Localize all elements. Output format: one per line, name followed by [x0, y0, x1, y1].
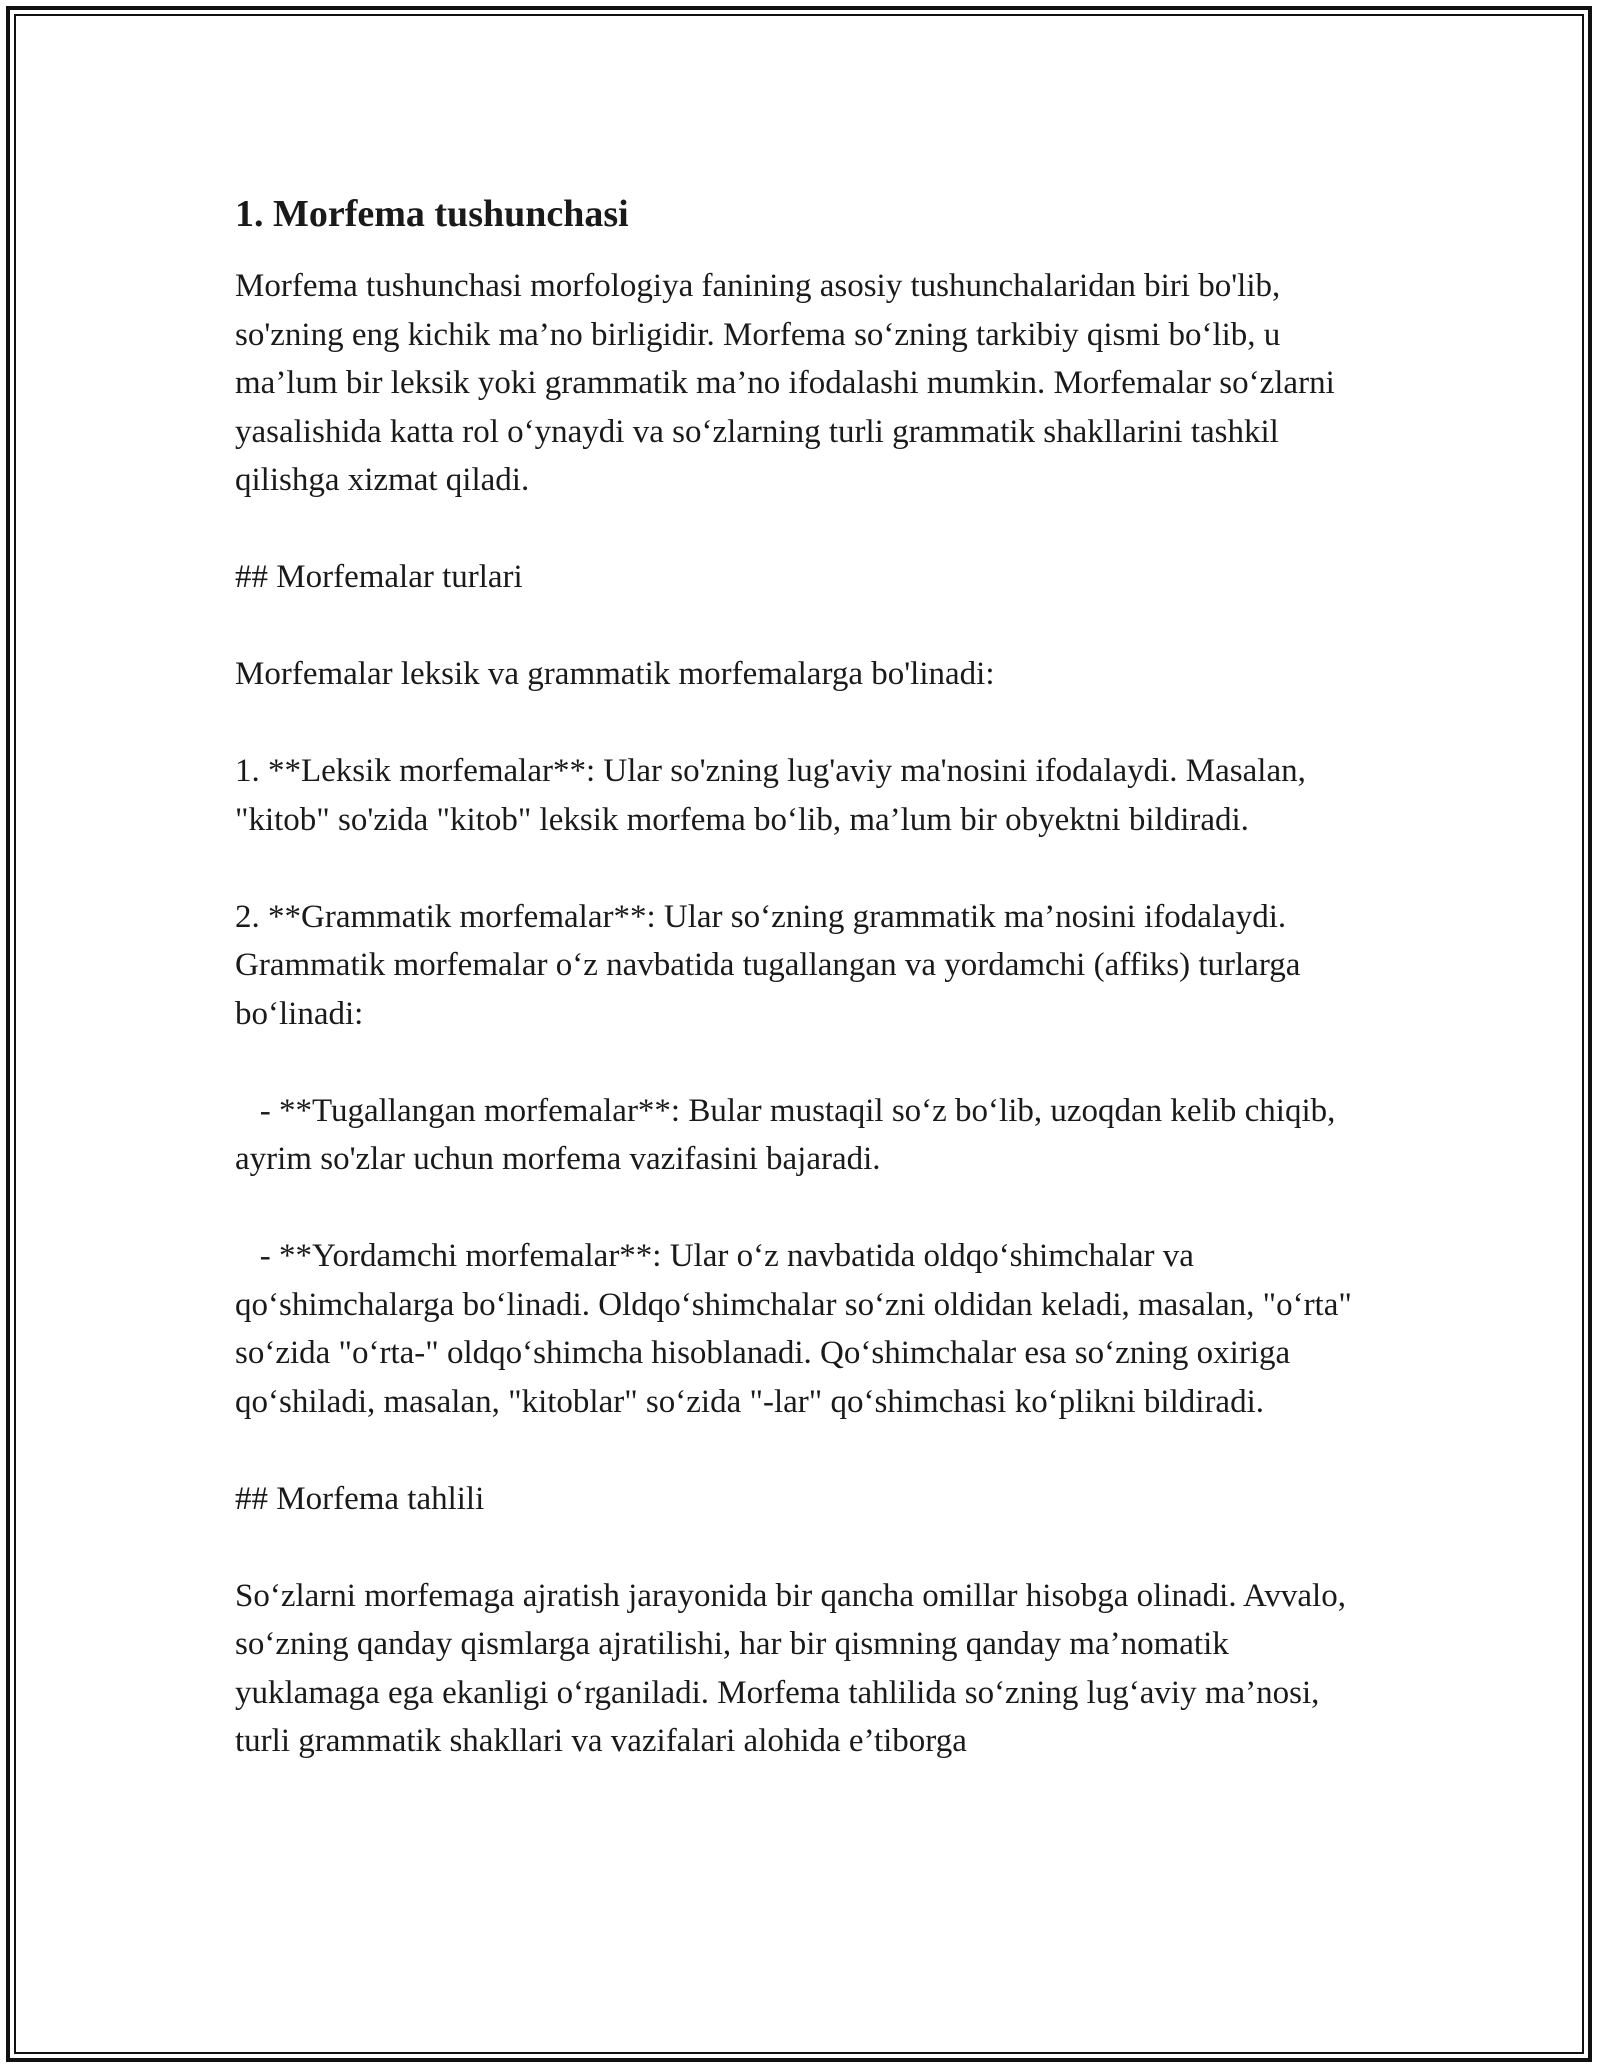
paragraph-intro: Morfema tushunchasi morfologiya fanining asosiy tushunchalaridan biri bo'lib, so'zning eng kichik ma’no birligidir. Morfema so‘zning tarkibiy qismi bo‘lib, u ma’lum bir leksik yoki grammatik ma’no ifodalashi mumkin. Morfemalar so‘zlarni yasalishida katta rol o‘ynaydi va so‘zlarning turli grammatik shakllarini tashkil qilishga xizmat qiladi. [235, 268, 1343, 498]
section-heading-turlari: ## Morfemalar turlari [235, 559, 523, 595]
list-item-leksik: 1. **Leksik morfemalar**: Ular so'zning lug'aviy ma'nosini ifodalaydi. Masalan, "kitob" so'zida "kitob" leksik morfema bo‘lib, ma’lum bir obyektni bildiradi. [235, 753, 1315, 838]
paragraph-analysis: So‘zlarni morfemaga ajratish jarayonida bir qancha omillar hisobga olinadi. Avvalo, so‘zning qanday qismlarga ajratilishi, har bir qismning qanday ma’nomatik yuklamaga ega ekanligi o‘rganiladi. Morfema tahlilida so‘zning lug‘aviy ma’nosi, turli grammatik shakllari va vazifalari alohida e’tiborga [235, 1577, 1355, 1759]
document-body [235, 190, 1375, 1766]
document-title: 1. Morfema tushunchasi [235, 193, 629, 235]
section-heading-tahlili: ## Morfema tahlili [235, 1480, 485, 1517]
sublist-item-tugallangan: - **Tugallangan morfemalar**: Bular mustaqil so‘z bo‘lib, uzoqdan kelib chiqib, ayrim so'zlar uchun morfema vazifasini bajaradi. [235, 1092, 1344, 1177]
paragraph-types-intro: Morfemalar leksik va grammatik morfemalarga bo'linadi: [235, 656, 995, 692]
list-item-grammatik: 2. **Grammatik morfemalar**: Ular so‘zning grammatik ma’nosini ifodalaydi. Grammatik morfemalar o‘z navbatida tugallangan va yordamchi (affiks) turlarga bo‘linadi: [235, 898, 1309, 1032]
sublist-item-yordamchi: - **Yordamchi morfemalar**: Ular o‘z navbatida oldqo‘shimchalar va qo‘shimchalarga bo‘linadi. Oldqo‘shimchalar so‘zni oldidan keladi, masalan, "o‘rta" so‘zida "o‘rta-" oldqo‘shimcha hisoblanadi. Qo‘shimchalar esa so‘zning oxiriga qo‘shiladi, masalan, "kitoblar" so‘zida "-lar" qo‘shimchasi ko‘plikni bildiradi. [235, 1238, 1361, 1420]
